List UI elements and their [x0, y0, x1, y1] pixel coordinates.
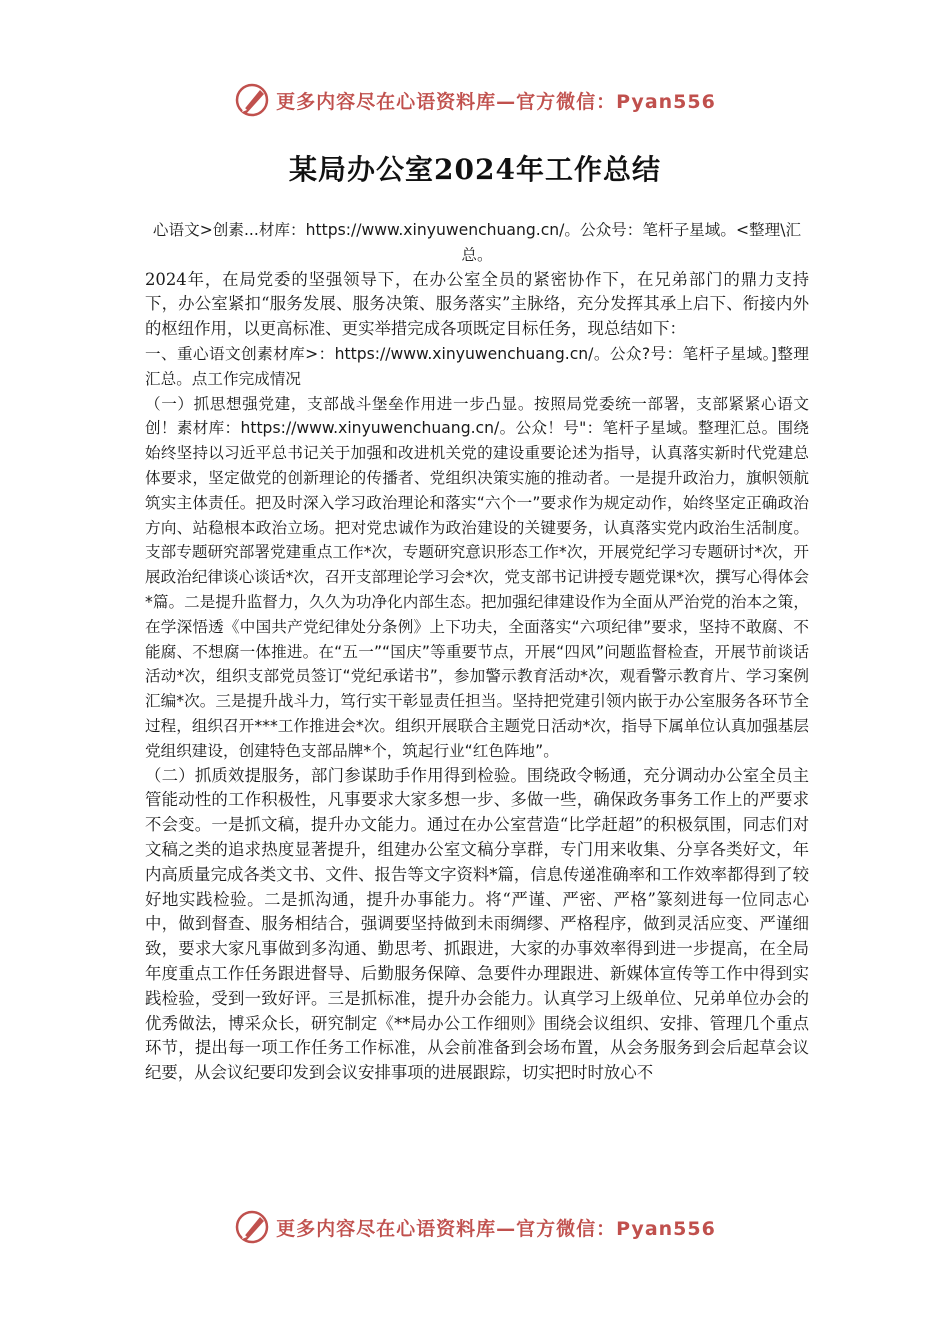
watermark-banner-top — [0, 82, 950, 118]
watermark-text: 更多内容尽在心语资料库—官方微信：Pyan556 — [276, 90, 716, 113]
document-body — [145, 218, 809, 1086]
pen-logo-icon — [234, 1209, 270, 1245]
watermark-text: 更多内容尽在心语资料库—官方微信：Pyan556 — [276, 1217, 716, 1240]
intro-paragraph: 2024年，在局党委的坚强领导下，在办公室全员的紧密协作下，在兄弟部门的鼎力支持下，办公室紧扣“服务发展、服务决策、服务落实”主脉络，充分发挥其承上启下、衔接内外的枢纽作用，以更高标准、更实举措完成各项既定目标任务，现总结如下： — [145, 269, 809, 339]
watermark-banner-bottom — [0, 1209, 950, 1245]
paragraph-party-building: （一）抓思想强党建，支部战斗堡垒作用进一步凸显。按照局党委统一部署，支部紧紧心语文创！素材库：https://www.xinyuwenchuang.cn/。公众！号"：笔杆子星域。整理汇总。围绕始终坚持以习近平总书记关于加强和改进机关党的建设重要论述为指导，认真落实新时代党建总体要求，坚定做党的创新理论的传播者、党组织决策实施的推动者。一是提升政治力，旗帜领航筑实主体责任。把及时深入学习政治理论和落实“六个一”要求作为规定动作，始终坚定正确政治方向、站稳根本政治立场。把对党忠诚作为政治建设的关键要务，认真落实党内政治生活制度。支部专题研究部署党建重点工作*次，专题研究意识形态工作*次，开展党纪学习专题研讨*次，开展政治纪律谈心谈话*次，召开支部理论学习会*次，党支部书记讲授专题党课*次，撰写心得体会*篇。二是提升监督力，久久为功净化内部生态。把加强纪律建设作为全面从严治党的治本之策，在学深悟透《中国共产党纪律处分条例》上下功夫，全面落实“六项纪律”要求，坚持不敢腐、不能腐、不想腐一体推进。在“五一”“国庆”等重要节点，开展“四风”问题监督检查，开展节前谈话活动*次，组织支部党员签订“党纪承诺书”，参加警示教育活动*次，观看警示教育片、学习案例汇编*次。三是提升战斗力，笃行实干彰显责任担当。坚持把党建引领内嵌于办公室服务各环节全过程，组织召开***工作推进会*次。组织开展联合主题党日活动*次，指导下属单位认真加强基层党组织建设，创建特色支部品牌*个，筑起行业“红色阵地”。 — [145, 394, 809, 760]
section-heading: 一、重心语文创素材库>：https://www.xinyuwenchuang.cn/。公众?号：笔杆子星域。]整理汇总。点工作完成情况 — [145, 344, 809, 388]
paragraph-service-quality: （二）抓质效提服务，部门参谋助手作用得到检验。围绕政令畅通，充分调动办公室全员主管能动性的工作积极性，凡事要求大家多想一步、多做一些，确保政务事务工作上的严要求不会变。一是抓文稿，提升办文能力。通过在办公室营造“比学赶超”的积极氛围，同志们对文稿之类的追求热度显著提升，组建办公室文稿分享群，专门用来收集、分享各类好文，年内高质量完成各类文书、文件、报告等文字资料*篇，信息传递准确率和工作效率都得到了较好地实践检验。二是抓沟通，提升办事能力。将“严谨、严密、严格”篆刻进每一位同志心中，做到督查、服务相结合，强调要坚持做到未雨绸缪、严格程序，做到灵活应变、严谨细致，要求大家凡事做到多沟通、勤思考、抓跟进，大家的办事效率得到进一步提高，在全局年度重点工作任务跟进督导、后勤服务保障、急要件办理跟进、新媒体宣传等工作中得到实践检验，受到一致好评。三是抓标准，提升办会能力。认真学习上级单位、兄弟单位办会的优秀做法，博采众长，研究制定《**局办公工作细则》围绕会议组织、安排、管理几个重点环节，提出每一项工作任务工作标准，从会前准备到会场布置，从会务服务到会后起草会议纪要，从会议纪要印发到会议安排事项的进展跟踪，切实把时时放心不 — [145, 765, 809, 1083]
pen-logo-icon — [234, 82, 270, 118]
page-title: 某局办公室2024年工作总结 — [289, 153, 661, 186]
source-line: 心语文>创素...材库：https://www.xinyuwenchuang.cn/。公众号：笔杆子星域。<整理\汇总。 — [152, 221, 802, 264]
